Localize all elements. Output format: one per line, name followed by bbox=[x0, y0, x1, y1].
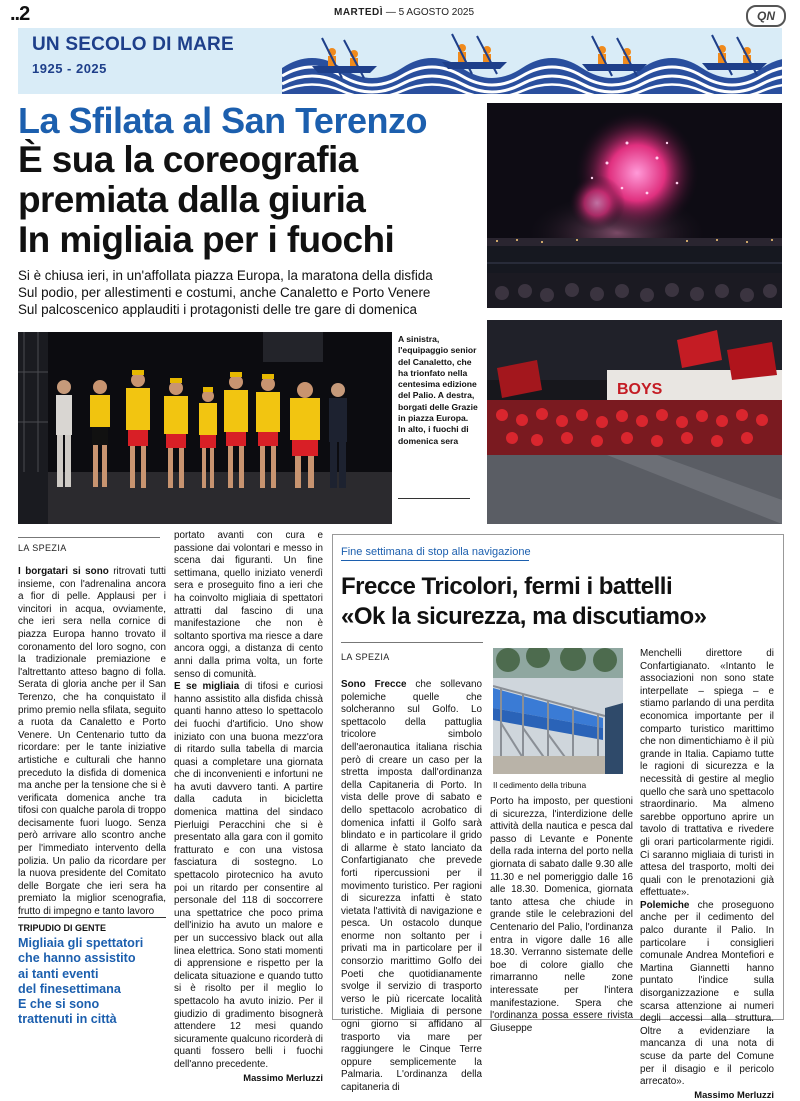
lead-in: Sono Frecce bbox=[341, 679, 407, 690]
sidebar-headline: Migliaia gli spettatori che hanno assistito ai tanti eventi del finesettimana E che si sono trattenuti in città bbox=[18, 936, 144, 1027]
team-photo bbox=[18, 332, 392, 524]
body-text: ritrovati tutti insieme, con l'adrenalina ancora a fior di pelle. Applausi per i vincitori in acqua, ovviamente, che ieri sera nella cornice di piazza Europa hanno trovato il coronamento del loro sogno, con la tradizionale premiazione e l'altrettanto atteso bagno di folla. Serata di gloria anche per il San Terenzo, che ha conquistato il primo premio nella sfilata, seguito a ruota da Canaletto e Porto Venere. Un Centenario tutto da ricordare: per le tante iniziative artistiche e culturali che hanno preceduto la disfida di domenica ma anche per la tensione che si è verificata domenica anche tra tifosi con qualche parola di troppo decisamente fuori luogo. Senza però arrivare allo scontro anche per l'immediato intervento della polizia. Un palio da ricordare per la nuova presidente del Comitato delle Borgate che ieri sera ha premiato la miglior scenografia, frutto di impegno e tanto lavoro bbox=[18, 566, 166, 918]
headline-line: premiata dalla giuria bbox=[18, 179, 366, 220]
lead-in: I borgatari si sono bbox=[18, 566, 109, 577]
banner-title: UN SECOLO DI MARE bbox=[32, 34, 234, 55]
frecce-column-2 bbox=[490, 796, 633, 1035]
frecce-kicker: Fine settimana di stop alla navigazione bbox=[341, 546, 531, 558]
tribuna-photo bbox=[493, 648, 623, 774]
dateline bbox=[334, 7, 474, 18]
main-summary bbox=[18, 267, 488, 318]
author-signature: Massimo Merluzzi bbox=[694, 1088, 774, 1100]
headline-line: È sua la coreografia bbox=[18, 139, 358, 180]
main-headline bbox=[18, 140, 488, 260]
body-text: Menchelli direttore di Confartigianato. «Intanto le associazioni non sono state interpellate – spiega – e stiamo parlando di una perdita economica importante per il comparto turistico marittimo che non dimentichiamo è il più grande in Italia. Capiamo tutte le ragioni di sicurezza e la necessità di gestire al meglio quello che sarà uno spettacolo straordinario. Ma almeno sarebbe opportuno aprire un tavolo di trattativa e rivedere gli orari particolarmente rigidi. Ci saranno migliaia di turisti in attesa del trasporto, molti dei quali con le prenotazioni già effettuate». bbox=[640, 648, 774, 899]
page-number: ..2 bbox=[10, 3, 30, 25]
rowing-waves-illustration bbox=[282, 28, 782, 94]
body-text: portato avanti con cura e passione dai volontari e messo in scena dai figuranti. Un fine settimana, quello iniziato venerdì sera e proseguito fino a ieri che ha coinvolto migliaia di spettatori attratti dal fascino di una manifestazione che non è soltanto sportiva ma riesce a dare ancora oggi, a distanza di cento anni dalla prima volta, un forte senso di comunità. bbox=[174, 530, 323, 680]
banner-years: 1925 - 2025 bbox=[32, 61, 107, 76]
lead-in: Polemiche bbox=[640, 899, 690, 911]
body-text: Porto ha imposto, per questioni di sicurezza, l'interdizione delle attività della nautica e pesca dal passo di Levante e Ponente della rada interna del porto nella giornata di sabato dalle 9.30 alle 11.30 e nel pomeriggio dalle 16 alle 18.30. Domenica, giornata tanto attesa che chiude in grande stile le celebrazioni del Centenario del Palio, l'ordinanza entra in vigore dalle 16 alle 18.30. Verranno sistemate delle boe di colore giallo che rimarranno nelle zone interessate per l'intera manifestazione. Spera che l'ordinanza possa essere rivista Giuseppe bbox=[490, 796, 633, 1034]
article-column-1 bbox=[18, 566, 166, 919]
section-divider bbox=[18, 537, 160, 538]
dateline-day: MARTEDÌ bbox=[334, 7, 384, 18]
summary-line: Sul podio, per allestimenti e costumi, anche Canaletto e Porto Venere bbox=[18, 285, 431, 300]
summary-line: Si è chiusa ieri, in un'affollata piazza Europa, la maratona della disfida bbox=[18, 268, 433, 283]
body-text: di tifosi e curiosi hanno assistito alla disfida chissà quanti hanno atteso lo spettacolo dei fuochi d'artificio. Uno show iniziato con una buona mezz'ora di ritardo sulla tabella di marcia quasi a completare una giornata che di inconvenienti e infortuni ne ha avuti davvero tanti. A partire dalla caduta in bicicletta domenica mattina del sindaco Pierluigi Peracchini che si è presentato alla gara con il gomito fratturato e con una vistosa fasciatura di sostegno. Lo spettacolo pirotecnico ha avuto poi un ritardo per consentire al personale del 118 di soccorrere una spettatrice che poco prima dell'inizio ha avuto un malore e per un successivo black out alla linea elettrica. Sono stati momenti di apprensione e rispetto per la delicata situazione e quando tutto si è risolto per il meglio lo spettacolo ha avuto inizio. Per il giudizio di gradimento bisognerà attendere 12 mesi quando sicuramente qualcuno ricorderà di quanti fossero belli i fuochi dell'anno precedente. bbox=[174, 681, 323, 1070]
caption-divider bbox=[398, 498, 470, 499]
body-text: che sollevano polemiche quelle che solcheranno sul Golfo. Lo spettacolo della pattuglia tricolore simbolo dell'aeronautica italiana rischia però di creare un caso per la stretta imposta dall'ordinanza della Capitaneria di Porto. In vista delle prove di sabato e dello spettacolo acrobatico di domenica infatti il Golfo sarà blindato e in particolare il grido di allarme è stato lanciato da Confartigianato che prevede forti ripercussioni per il movimento turistico. Per ragioni di sicurezza infatti è stato vietata l'attività di navigazione e pesca. Un ostacolo dunque enorme non soltanto per i privati ma in particolare per il consorzio marittimo Golfo dei Poeti che quotidianamente svolge il servizio di trasporto verso le più ricercate località turistiche. Migliaia di persone ogni giorno si affidano al trasporto via mare per raggiungere le Cinque Terre oppure semplicemente la Palmaria. L'ordinanza della capitaneria di bbox=[341, 679, 482, 1093]
dateline-date: — 5 AGOSTO 2025 bbox=[385, 7, 475, 18]
section-label: LA SPEZIA bbox=[18, 543, 67, 553]
kicker-underline bbox=[341, 560, 529, 561]
photo-caption: A sinistra, l'equipaggio senior del Canaletto, che ha trionfato nella centesima edizione del Palio. A destra, borgati delle Grazie in piazza Europa. In alto, i fuochi di domenica sera bbox=[398, 334, 478, 446]
body-text: che proseguono anche per il cedimento del palco durante il Palio. In particolare i consiglieri comunale Andrea Montefiori e Martina Giannetti hanno puntato l'indice sulla disorganizzazione e sulla scarsa attenzione ai numeri degli accessi alla struttura. Oltre a evidenziare la mancanza di una nota di scuse da parte del Comune per il disagio e il pericolo arrecato». bbox=[640, 899, 774, 1088]
main-kicker: La Sfilata al San Terenzo bbox=[18, 100, 427, 141]
frecce-column-1 bbox=[341, 679, 482, 1095]
section-label: LA SPEZIA bbox=[341, 652, 390, 662]
lead-in: E se migliaia bbox=[174, 681, 240, 693]
sidebar-label: TRIPUDIO DI GENTE bbox=[18, 923, 107, 933]
summary-line: Sul palcoscenico applauditi i protagonisti delle tre gare di domenica bbox=[18, 302, 417, 317]
sidebar-divider bbox=[18, 917, 166, 918]
fireworks-photo bbox=[487, 103, 782, 308]
headline-line: In migliaia per i fuochi bbox=[18, 219, 395, 260]
author-signature: Massimo Merluzzi bbox=[243, 1071, 323, 1083]
frecce-title: Frecce Tricolori, fermi i battelli «Ok la sicurezza, ma discutiamo» bbox=[341, 573, 707, 630]
frecce-column-3 bbox=[640, 648, 774, 1101]
crowd-photo bbox=[487, 320, 782, 524]
svg-text:BOYS: BOYS bbox=[617, 381, 663, 398]
article-column-2 bbox=[174, 530, 323, 1084]
newspaper-logo: QN bbox=[746, 5, 786, 27]
section-divider bbox=[341, 642, 483, 643]
tribuna-caption: Il cedimento della tribuna bbox=[493, 780, 587, 790]
centenary-banner bbox=[18, 28, 782, 94]
